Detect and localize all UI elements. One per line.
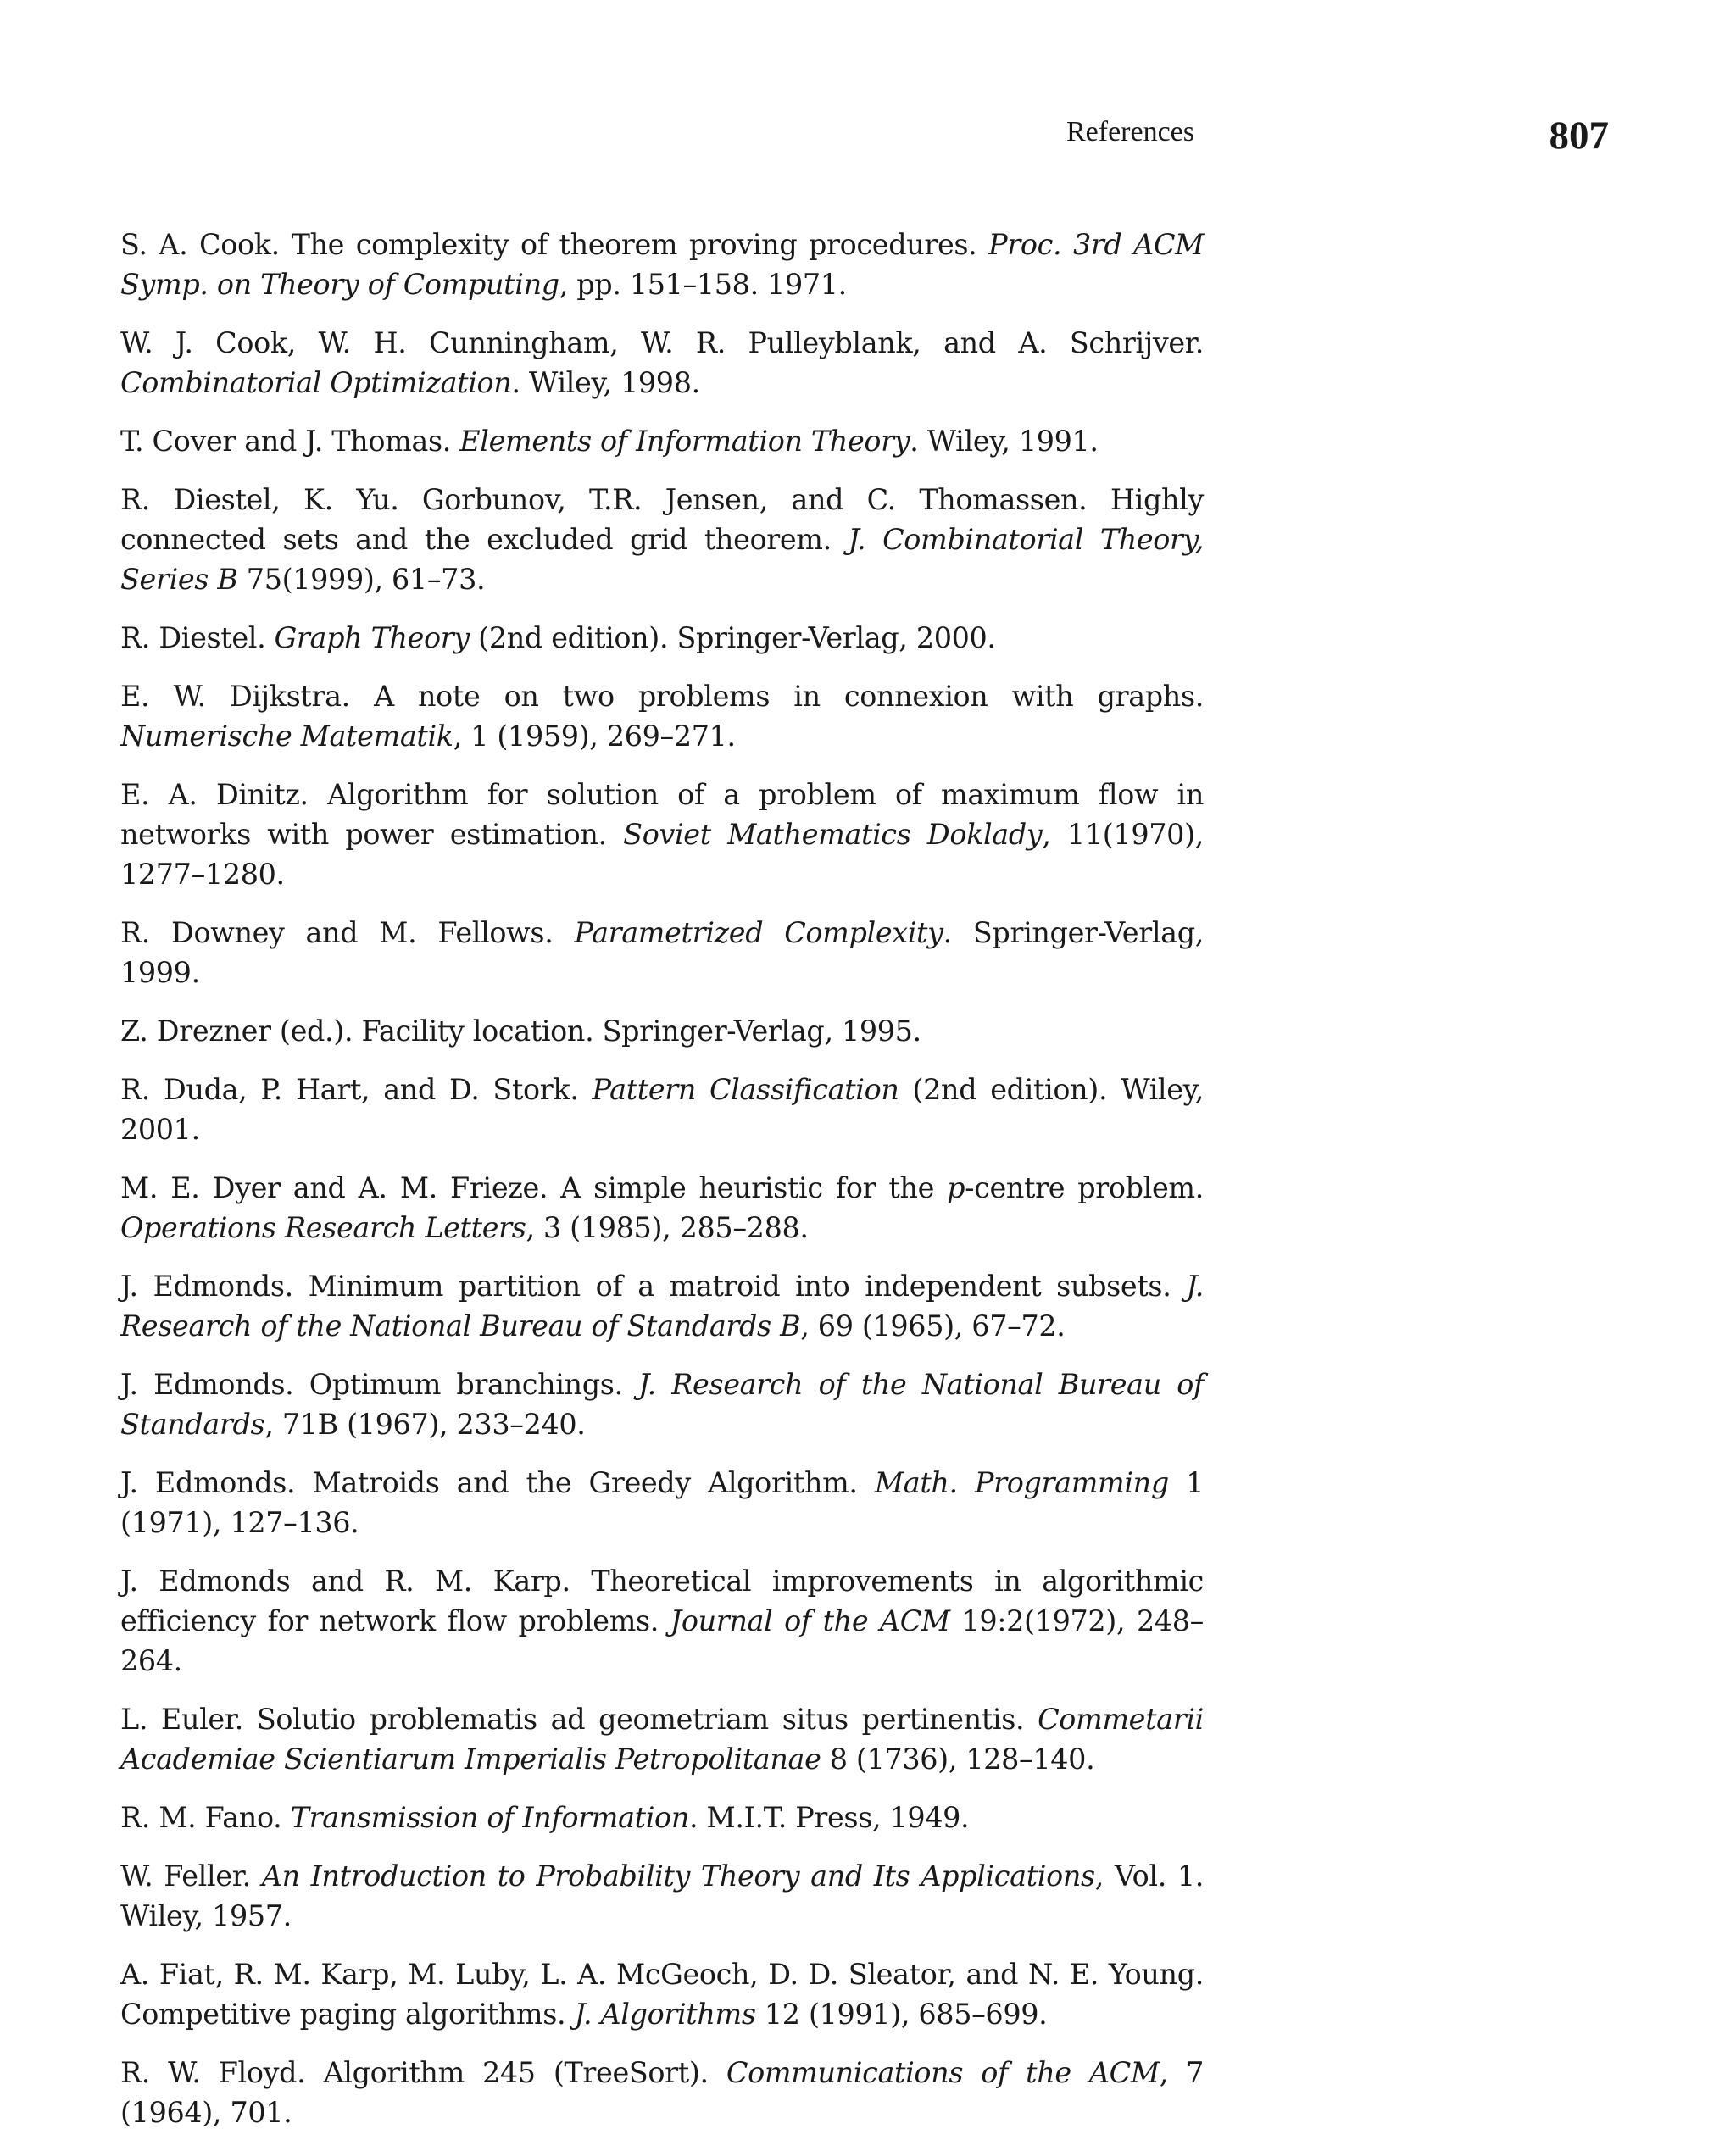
reference-title: Proc. 3rd ACM Symp. on Theory of Computing — [120, 228, 1204, 301]
reference-title: J. Research of the National Bureau of Standards — [120, 1368, 1205, 1441]
reference-text: E. A. Dinitz. Algorithm for solution of a problem of maximum flow in networks with power estimation. — [120, 778, 1204, 851]
reference-details: . Wiley, 1998. — [511, 366, 700, 399]
reference-title: Transmission of Information — [290, 1801, 689, 1834]
reference-entry — [120, 676, 1204, 756]
reference-title: J. Research of the National Bureau of Standards B — [120, 1270, 1204, 1342]
reference-title: Combinatorial Optimization — [120, 366, 512, 399]
reference-details: 19:2(1972), 248–264. — [120, 1604, 1204, 1677]
reference-entry — [120, 1365, 1204, 1444]
reference-title: Elements of Information Theory — [459, 425, 910, 458]
reference-text: R. Downey and M. Fellows. — [120, 916, 575, 949]
reference-entry — [120, 775, 1204, 894]
reference-title: J. Algorithms — [574, 1998, 756, 2031]
reference-title: Journal of the ACM — [670, 1604, 950, 1637]
reference-details: . Springer-Verlag, 1999. — [120, 916, 1204, 989]
reference-text: A. Fiat, R. M. Karp, M. Luby, L. A. McGeoch, D. D. Sleator, and N. E. Young. Competitive paging algorithms. — [120, 1958, 1204, 2031]
reference-math-symbol: p — [947, 1171, 965, 1204]
reference-title: Operations Research Letters — [120, 1211, 526, 1244]
reference-title: Parametrized Complexity — [574, 916, 943, 949]
reference-text: J. Edmonds. Minimum partition of a matroid into independent subsets. — [120, 1270, 1187, 1303]
reference-entry — [120, 913, 1204, 992]
reference-details: , 3 (1985), 285–288. — [526, 1211, 809, 1244]
reference-text: R. W. Floyd. Algorithm 245 (TreeSort). — [120, 2056, 726, 2089]
reference-title: Pattern Classification — [592, 1073, 899, 1106]
reference-details: , 69 (1965), 67–72. — [800, 1309, 1066, 1342]
reference-text: Z. Drezner (ed.). Facility location. Springer-Verlag, 1995. — [120, 1014, 921, 1048]
reference-title: Commetarii Academiae Scientiarum Imperialis Petropolitanae — [120, 1703, 1204, 1776]
running-head: References — [1066, 116, 1195, 147]
reference-text: S. A. Cook. The complexity of theorem proving procedures. — [120, 228, 989, 261]
page-number: 807 — [1549, 114, 1609, 158]
reference-entry — [120, 225, 1204, 304]
reference-details: 1 (1971), 127–136. — [120, 1466, 1204, 1539]
reference-entry — [120, 1168, 1204, 1248]
reference-details: , pp. 151–158. 1971. — [559, 268, 847, 301]
reference-text: M. E. Dyer and A. M. Frieze. A simple heuristic for the — [120, 1171, 948, 1204]
reference-details: , 1 (1959), 269–271. — [453, 720, 736, 753]
reference-text: W. Feller. — [120, 1859, 262, 1893]
reference-details: (2nd edition). Springer-Verlag, 2000. — [469, 621, 996, 654]
reference-title: J. Combinatorial Theory, Series B — [120, 523, 1205, 596]
reference-details: , 71B (1967), 233–240. — [264, 1408, 586, 1441]
reference-text: J. Edmonds. Matroids and the Greedy Algorithm. — [120, 1466, 875, 1499]
reference-text: W. J. Cook, W. H. Cunningham, W. R. Pulleyblank, and A. Schrijver. — [120, 326, 1204, 359]
reference-entry — [120, 421, 1204, 461]
reference-text: E. W. Dijkstra. A note on two problems in connexion with graphs. — [120, 680, 1204, 713]
reference-text: R. Diestel. — [120, 621, 275, 654]
reference-entry — [120, 1699, 1204, 1779]
reference-details: 75(1999), 61–73. — [237, 563, 486, 596]
reference-text: T. Cover and J. Thomas. — [120, 425, 460, 458]
reference-title: Numerische Matematik — [120, 720, 453, 753]
reference-text: L. Euler. Solutio problematis ad geometriam situs pertinentis. — [120, 1703, 1038, 1736]
reference-details: . M.I.T. Press, 1949. — [688, 1801, 970, 1834]
reference-title: Soviet Mathematics Doklady — [623, 818, 1043, 851]
reference-details: 8 (1736), 128–140. — [821, 1742, 1095, 1776]
reference-details: 12 (1991), 685–699. — [755, 1998, 1048, 2031]
reference-details: , Vol. 1. Wiley, 1957. — [120, 1859, 1204, 1932]
reference-details: , 11(1970), 1277–1280. — [120, 818, 1205, 891]
reference-entry — [120, 1856, 1204, 1936]
reference-title: Math. Programming — [874, 1466, 1169, 1499]
reference-entry — [120, 1561, 1204, 1681]
reference-entry — [120, 618, 1204, 658]
reference-title: Graph Theory — [274, 621, 470, 654]
reference-text: R. M. Fano. — [120, 1801, 291, 1834]
reference-entry — [120, 1011, 1204, 1051]
reference-details: . Wiley, 1991. — [910, 425, 1099, 458]
reference-title: An Introduction to Probability Theory and Its Applications — [261, 1859, 1095, 1893]
reference-details: , 7 (1964), 701. — [120, 2056, 1204, 2129]
reference-details: (2nd edition). Wiley, 2001. — [120, 1073, 1204, 1146]
reference-entry — [120, 480, 1204, 599]
reference-entry — [120, 1266, 1204, 1346]
reference-entry — [120, 2053, 1204, 2132]
reference-entry — [120, 1798, 1204, 1837]
reference-list — [120, 225, 1204, 2151]
reference-title: Communications of the ACM — [726, 2056, 1160, 2089]
reference-entry — [120, 1070, 1204, 1149]
reference-entry — [120, 323, 1204, 403]
reference-text: R. Diestel, K. Yu. Gorbunov, T.R. Jensen, and C. Thomassen. Highly connected sets and the excluded grid theorem. — [120, 483, 1204, 556]
reference-entry — [120, 1954, 1204, 2034]
reference-text: -centre problem. — [965, 1171, 1204, 1204]
reference-text: J. Edmonds and R. M. Karp. Theoretical improvements in algorithmic efficiency for network flow problems. — [120, 1565, 1204, 1637]
reference-text: J. Edmonds. Optimum branchings. — [120, 1368, 639, 1401]
reference-text: R. Duda, P. Hart, and D. Stork. — [120, 1073, 593, 1106]
reference-entry — [120, 1463, 1204, 1542]
